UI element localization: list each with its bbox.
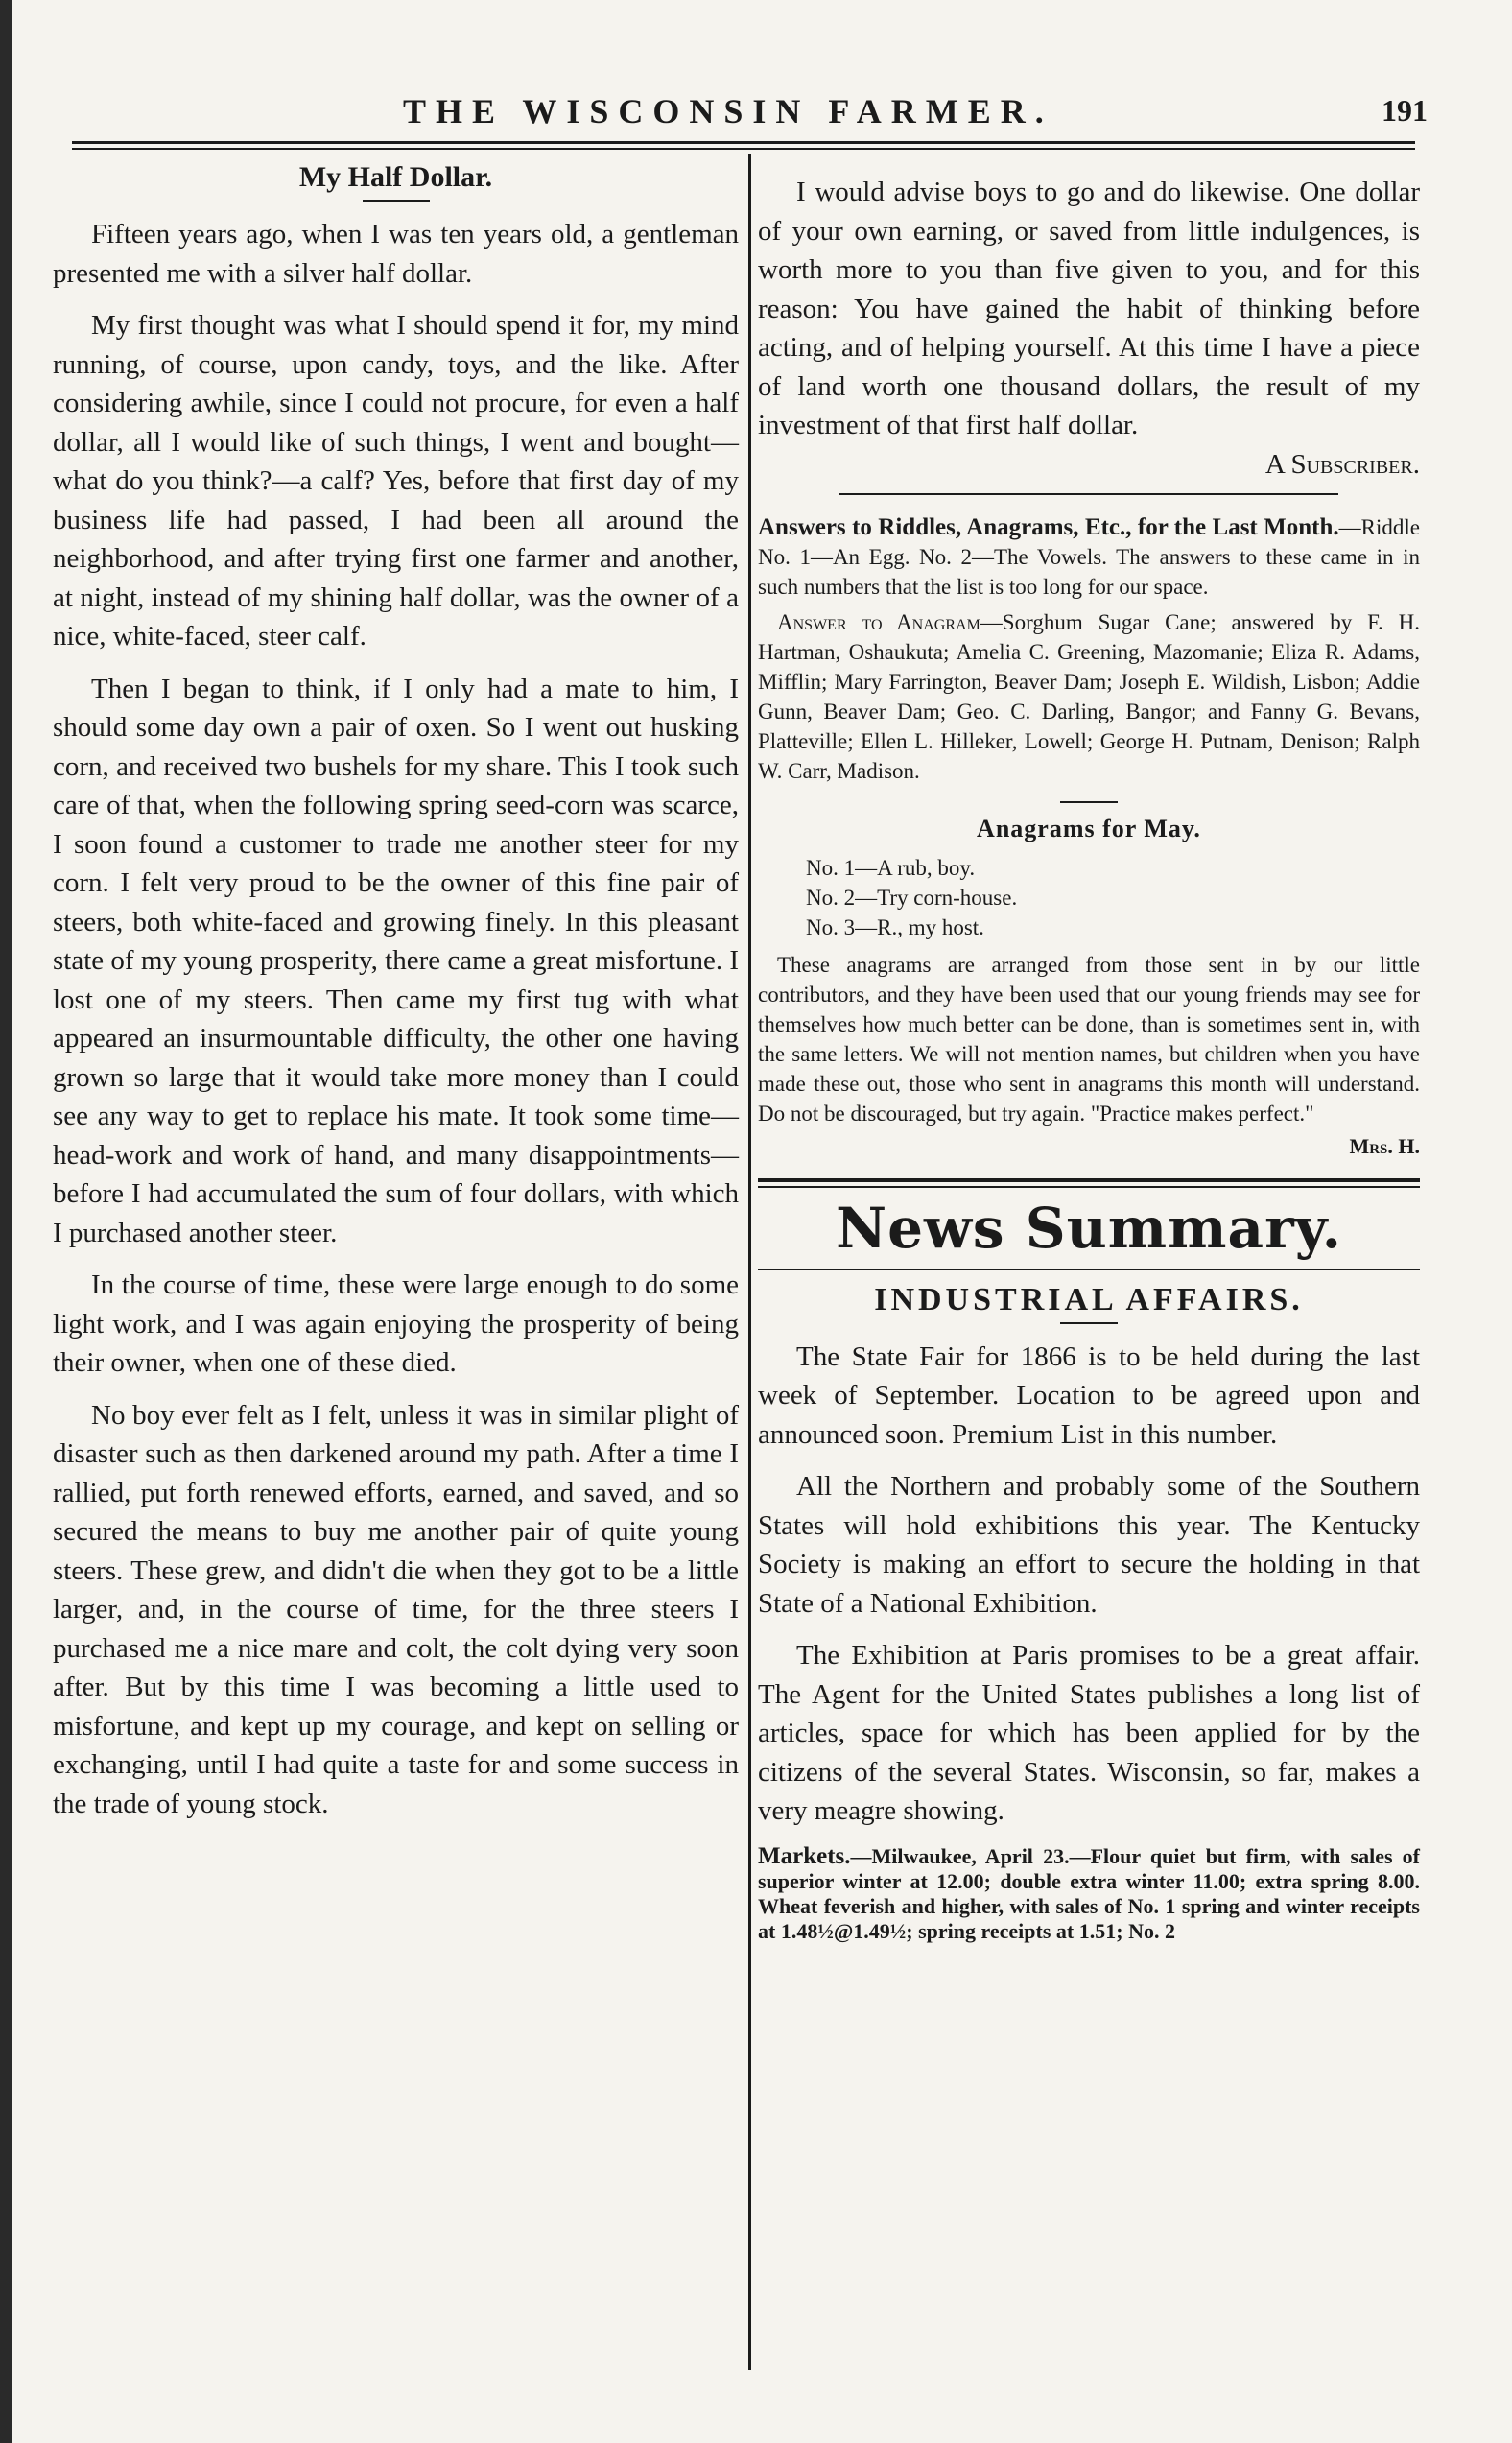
- markets-paragraph: [758, 1844, 1420, 1944]
- anagram-item: No. 1—A rub, boy.: [806, 855, 976, 880]
- answers-text: —Riddle No. 1—An Egg. No. 2—The Vowels. The answers to these came in in such numbers that the list is too long for our space.: [758, 514, 1420, 599]
- article-paragraph: In the course of time, these were large enough to do some light work, and I was again enjoying the prosperity of being their owner, when one of these died.: [53, 1269, 739, 1378]
- markets-label: Markets.: [758, 1842, 851, 1869]
- article-continuation: I would advise boys to go and do likewise. One dollar of your own earning, or saved from little indulgences, is worth more to you than five given to you, and for this reason: You have gained the habit of thinking before acting, and of helping yourself. At this time I have a piece of land worth one thousand dollars, the result of my investment of that first half dollar.: [758, 177, 1420, 440]
- anagram-item: No. 3—R., my host.: [806, 914, 984, 939]
- right-column: [758, 173, 1420, 1944]
- news-paragraph: The Exhibition at Paris promises to be a great affair. The Agent for the United States publishes a long list of articles, space for which has been applied for by the citizens of the several States. Wisconsin, so far, makes a very meagre showing.: [758, 1640, 1420, 1826]
- page-header: [77, 91, 1428, 135]
- anagrams-heading: Anagrams for May.: [977, 814, 1201, 842]
- header-rule: [72, 148, 1415, 150]
- left-column: [53, 161, 739, 1837]
- section-rule: [1060, 1322, 1118, 1324]
- industrial-affairs-title: INDUSTRIAL AFFAIRS.: [874, 1281, 1304, 1317]
- section-rule: [758, 1269, 1420, 1270]
- anagram-answer-paragraph: [758, 607, 1420, 786]
- answers-heading: Answers to Riddles, Anagrams, Etc., for the Last Month.: [758, 513, 1339, 540]
- answers-paragraph: [758, 512, 1420, 602]
- anagram-list: [806, 853, 1420, 942]
- article-paragraph: No boy ever felt as I felt, unless it was in similar plight of disaster such as then darkened around my path. After a time I rallied, put forth renewed efforts, earned, and saved, and so secured the means to buy me another pair of quite young steers. These grew, and didn't die when they got to be a little larger, and, in the course of time, for the three steers I purchased me a nice mare and colt, the colt dying very soon after. But by this time I was becoming a little used to misfortune, and kept up my courage, and kept on selling or exchanging, until I had quite a taste for and some success in the trade of young stock.: [53, 1399, 739, 1819]
- news-summary-title: News Summary.: [836, 1195, 1342, 1261]
- anagram-answer-text: —Sorghum Sugar Cane; answered by F. H. Hartman, Oshaukuta; Amelia C. Greening, Mazomanie; Eliza R. Adams, Mifflin; Mary Farrington, Beaver Dam; Joseph E. Wildish, Lisbon; Addie Gunn, Beaver Dam; Geo. C. Darling, Bangor; and Fanny G. Bevans, Platteville; Ellen L. Hilleker, Lowell; George H. Putnam, Denison; Ralph W. Carr, Madison.: [758, 609, 1420, 783]
- anagrams-signer: Mrs. H.: [1349, 1133, 1420, 1158]
- news-paragraph: The State Fair for 1866 is to be held during the last week of September. Location to be agreed upon and announced soon. Premium List in this number.: [758, 1340, 1420, 1450]
- article-paragraph: Then I began to think, if I only had a mate to him, I should some day own a pair of oxen. So I went out husking corn, and received two bushels for my share. This I took such care of that, when the following spring seed-corn was scarce, I soon found a customer to trade me another steer for my corn. I felt very proud to be the owner of this fine pair of steers, both white-faced and growing finely. In this pleasant state of my young prosperity, there came a great misfortune. I lost one of my steers. Then came my first tug with what appeared an insurmountable difficulty, the other one having grown so large that it would take more money than I could see any way to get to replace his mate. It took some time—head-work and work of hand, and many disappointments—before I had accumulated the sum of four dollars, with which I purchased another steer.: [53, 673, 739, 1248]
- section-rule: [758, 1178, 1420, 1182]
- anagram-item: No. 2—Try corn-house.: [806, 885, 1018, 910]
- article-signature: A Subscriber.: [1264, 448, 1420, 480]
- page-number: 191: [1382, 93, 1428, 128]
- anagrams-note: These anagrams are arranged from those sent in by our little contributors, and they have been used that our young friends may see for themselves how much better can be done, than is sometimes sent in, with the same letters. We will not mention names, but children when you have made these out, those who sent in anagrams this month will understand. Do not be discouraged, but try again. "Practice makes perfect.": [758, 952, 1420, 1126]
- article-paragraph: My first thought was what I should spend it for, my mind running, of course, upon candy, toys, and the like. After considering awhile, since I could not procure, for even a half dollar, all I would like of such things, I went and bought—what do you think?—a calf? Yes, before that first day of my business life had passed, I had been all around the neighborhood, and after trying first one farmer and another, at night, instead of my shining half dollar, was the owner of a nice, white-faced, steer calf.: [53, 310, 739, 652]
- news-paragraph: All the Northern and probably some of the Southern States will hold exhibitions this year. The Kentucky Society is making an effort to secure the holding in that State of a National Exhibition.: [758, 1471, 1420, 1619]
- page-edge: [0, 0, 12, 2443]
- section-rule: [839, 493, 1338, 495]
- header-rule: [72, 141, 1415, 144]
- anagram-answer-label: Answer to Anagram: [777, 609, 980, 634]
- article-title: My Half Dollar.: [298, 161, 493, 193]
- column-divider: [748, 154, 751, 2370]
- section-rule: [758, 1186, 1420, 1188]
- article-paragraph: Fifteen years ago, when I was ten years old, a gentleman presented me with a silver half dollar.: [53, 219, 739, 289]
- title-rule: [363, 200, 430, 202]
- masthead-title: THE WISCONSIN FARMER.: [403, 92, 1053, 130]
- markets-text: —Milwaukee, April 23.—Flour quiet but firm, with sales of superior winter at 12.00; double extra winter 11.00; extra spring 8.00. Wheat feverish and higher, with sales of No. 1 spring and winter receipts at 1.48½@1.49½; spring receipts at 1.51; No. 2: [758, 1843, 1420, 1943]
- section-rule: [1060, 801, 1118, 803]
